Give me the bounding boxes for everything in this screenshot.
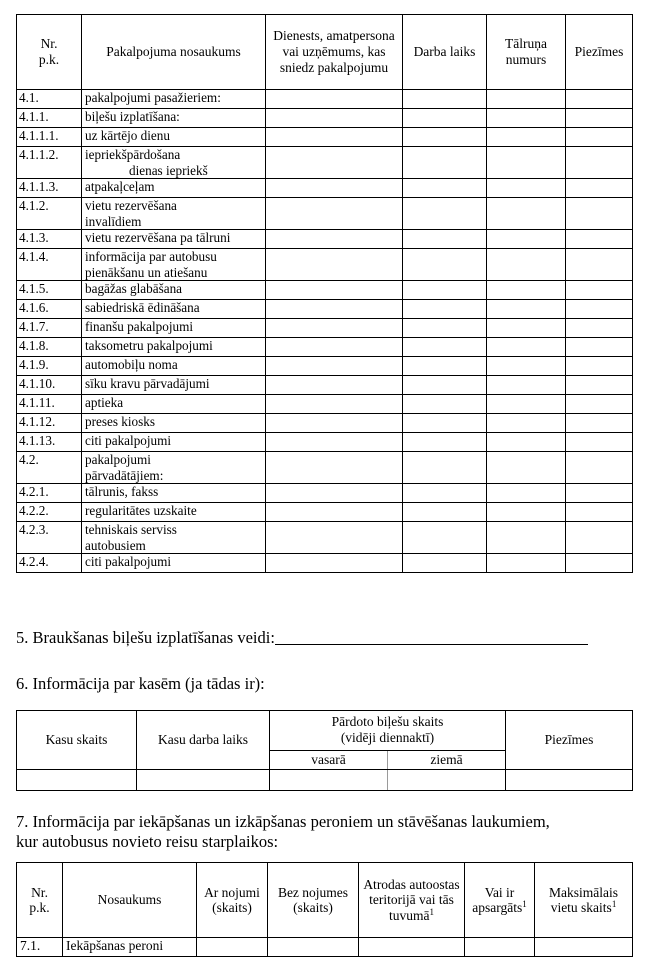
cell-notes[interactable] [566, 230, 633, 249]
cell-working-hours[interactable] [403, 300, 487, 319]
cell-notes[interactable] [566, 147, 633, 179]
service-name-line1: pakalpojumi [85, 452, 151, 467]
header-guarded [465, 863, 535, 938]
cell-notes[interactable] [566, 319, 633, 338]
cell-provider[interactable] [266, 300, 403, 319]
row-number: 4.1.1.1. [17, 128, 82, 147]
service-name-line1: automobiļu noma [85, 357, 178, 372]
cell-phone[interactable] [487, 109, 566, 128]
header-platform-nr: Nr. p.k. [17, 863, 63, 938]
section-5-line [16, 628, 588, 648]
service-name-line1: uz kārtējo dienu [85, 128, 170, 143]
cell-notes[interactable] [566, 281, 633, 300]
service-name [82, 554, 266, 573]
table-row [17, 414, 633, 433]
header-roofed: Ar nojumi (skaits) [197, 863, 268, 938]
cell-working-hours[interactable] [403, 128, 487, 147]
row-number: 4.1.10. [17, 376, 82, 395]
cell-phone[interactable] [487, 452, 566, 484]
cell-working-hours[interactable] [403, 109, 487, 128]
row-number: 4.2.4. [17, 554, 82, 573]
service-name [82, 230, 266, 249]
header-cashier-hours: Kasu darba laiks [137, 711, 270, 770]
row-number: 4.1.9. [17, 357, 82, 376]
cell-notes[interactable] [566, 357, 633, 376]
header-tickets-sold-line2: (vidēji diennaktī) [340, 730, 435, 746]
cell-provider[interactable] [266, 376, 403, 395]
header-unroofed: Bez nojumes (skaits) [268, 863, 359, 938]
row-number: 4.1.13. [17, 433, 82, 452]
cell-provider[interactable] [266, 90, 403, 109]
cell-provider[interactable] [266, 109, 403, 128]
table-row [17, 452, 633, 484]
row-number: 4.1.8. [17, 338, 82, 357]
cell-notes[interactable] [566, 503, 633, 522]
service-name-line1: citi pakalpojumi [85, 554, 172, 569]
cell-notes[interactable] [566, 128, 633, 147]
footnote-mark: 1 [429, 906, 434, 917]
cell-working-hours[interactable] [403, 484, 487, 503]
table-row [17, 484, 633, 503]
cashier-table-row [17, 770, 633, 791]
row-number: 4.1.12. [17, 414, 82, 433]
table-row [17, 554, 633, 573]
service-name [82, 357, 266, 376]
table-row [17, 522, 633, 554]
service-name-line1: iepriekšpārdošana [85, 147, 181, 162]
footnote-mark: 1 [611, 899, 617, 909]
row-number: 4.1.6. [17, 300, 82, 319]
cell-working-hours[interactable] [403, 281, 487, 300]
service-name [82, 319, 266, 338]
cell-phone[interactable] [487, 503, 566, 522]
cell-notes[interactable] [566, 300, 633, 319]
service-name [82, 128, 266, 147]
platforms-table [16, 862, 633, 957]
service-name-line2: pienākšanu un atiešanu [85, 264, 208, 280]
cell-provider[interactable] [266, 433, 403, 452]
header-notes: Piezīmes [566, 15, 633, 90]
header-summer: vasarā [270, 750, 388, 769]
table-row [17, 300, 633, 319]
row-number: 4.2.1. [17, 484, 82, 503]
header-working-hours: Darba laiks [403, 15, 487, 90]
service-name [82, 249, 266, 281]
cell-provider[interactable] [266, 452, 403, 484]
cell-working-hours[interactable] [403, 503, 487, 522]
service-name [82, 338, 266, 357]
cell-phone[interactable] [487, 230, 566, 249]
service-name-line1: vietu rezervēšana pa tālruni [85, 230, 231, 245]
cell-notes[interactable] [566, 109, 633, 128]
header-location [359, 863, 465, 938]
header-nr: Nr. p.k. [17, 15, 82, 90]
cell-phone[interactable] [487, 554, 566, 573]
cell-cashier-notes[interactable] [506, 770, 633, 791]
service-name-line1: citi pakalpojumi [85, 433, 172, 448]
table-row [17, 230, 633, 249]
table-row [17, 90, 633, 109]
cell-provider[interactable] [266, 357, 403, 376]
header-max-spaces-text: Maksimālais vietu skaits [549, 884, 618, 915]
service-name-line1: finanšu pakalpojumi [85, 319, 194, 334]
section-7-text-line1: 7. Informācija par iekāpšanas un izkāpšanas peroniem un stāvēšanas laukumiem, [16, 812, 550, 831]
cell-cashier-count[interactable] [17, 770, 137, 791]
cell-phone[interactable] [487, 179, 566, 198]
cell-notes[interactable] [566, 90, 633, 109]
cell-phone[interactable] [487, 338, 566, 357]
row-number: 4.1.4. [17, 249, 82, 281]
services-table [16, 14, 633, 573]
cell-provider[interactable] [266, 198, 403, 230]
cell-max-spaces[interactable] [535, 938, 633, 957]
cell-notes[interactable] [566, 452, 633, 484]
service-name-line1: vietu rezervēšana [85, 198, 177, 213]
row-number: 4.1.2. [17, 198, 82, 230]
cell-provider[interactable] [266, 179, 403, 198]
cell-notes[interactable] [566, 395, 633, 414]
cell-working-hours[interactable] [403, 376, 487, 395]
table-row [17, 338, 633, 357]
service-name [82, 395, 266, 414]
service-name [82, 376, 266, 395]
cell-phone[interactable] [487, 357, 566, 376]
cell-provider[interactable] [266, 338, 403, 357]
cell-phone[interactable] [487, 128, 566, 147]
cell-location[interactable] [359, 938, 465, 957]
service-name-line1: tehniskais serviss [85, 522, 177, 537]
header-guarded-text: Vai ir apsargāts [472, 884, 523, 915]
cell-phone[interactable] [487, 484, 566, 503]
header-tickets-sold-line1: Pārdoto biļešu skaits [331, 714, 444, 730]
service-name [82, 452, 266, 484]
service-name [82, 433, 266, 452]
cell-provider[interactable] [266, 319, 403, 338]
platform-name: Iekāpšanas peroni [63, 938, 197, 957]
cell-provider[interactable] [266, 395, 403, 414]
service-name-line1: atpakaļceļam [85, 179, 155, 194]
cell-phone[interactable] [487, 90, 566, 109]
cell-notes[interactable] [566, 198, 633, 230]
service-name-line1: tālrunis, fakss [85, 484, 159, 499]
service-name-line2: autobusiem [85, 537, 146, 553]
section-7-text-line2: kur autobusus novieto reisu starplaikos: [16, 832, 279, 851]
table-row [17, 179, 633, 198]
cell-working-hours[interactable] [403, 249, 487, 281]
cell-cashier-hours[interactable] [137, 770, 270, 791]
cell-notes[interactable] [566, 484, 633, 503]
row-number: 4.1.3. [17, 230, 82, 249]
header-winter: ziemā [388, 750, 506, 769]
service-name-line1: preses kiosks [85, 414, 155, 429]
section-6-text: 6. Informācija par kasēm (ja tādas ir): [16, 674, 265, 693]
cell-provider[interactable] [266, 522, 403, 554]
cell-phone[interactable] [487, 249, 566, 281]
table-row [17, 938, 633, 957]
header-cashier-notes: Piezīmes [506, 711, 633, 770]
table-row [17, 503, 633, 522]
service-name-line1: sīku kravu pārvadājumi [85, 376, 210, 391]
table-row [17, 249, 633, 281]
cell-working-hours[interactable] [403, 414, 487, 433]
cell-working-hours[interactable] [403, 90, 487, 109]
header-platform-name: Nosaukums [63, 863, 197, 938]
cell-provider[interactable] [266, 484, 403, 503]
table-row [17, 319, 633, 338]
service-name-line1: aptieka [85, 395, 124, 410]
cell-winter[interactable] [388, 770, 506, 791]
service-name-line1: biļešu izplatīšana: [85, 109, 180, 124]
cell-phone[interactable] [487, 395, 566, 414]
table-row [17, 147, 633, 179]
header-cashier-count: Kasu skaits [17, 711, 137, 770]
cell-phone[interactable] [487, 376, 566, 395]
footnote-mark: 1 [522, 899, 527, 909]
row-number: 4.2. [17, 452, 82, 484]
cell-working-hours[interactable] [403, 319, 487, 338]
cell-phone[interactable] [487, 300, 566, 319]
table-row [17, 433, 633, 452]
cell-provider[interactable] [266, 230, 403, 249]
cell-notes[interactable] [566, 522, 633, 554]
section-5-blank-field[interactable] [275, 628, 588, 645]
service-name [82, 147, 266, 179]
row-number: 4.2.2. [17, 503, 82, 522]
cell-provider[interactable] [266, 147, 403, 179]
cell-working-hours[interactable] [403, 230, 487, 249]
service-name [82, 300, 266, 319]
cell-notes[interactable] [566, 554, 633, 573]
service-name-line2: invalīdiem [85, 213, 142, 229]
service-name [82, 281, 266, 300]
cell-notes[interactable] [566, 249, 633, 281]
cell-phone[interactable] [487, 281, 566, 300]
service-name-line1: pakalpojumi pasažieriem: [85, 90, 221, 105]
cell-notes[interactable] [566, 433, 633, 452]
row-number: 7.1. [17, 938, 63, 957]
cell-phone[interactable] [487, 319, 566, 338]
cell-provider[interactable] [266, 128, 403, 147]
cell-working-hours[interactable] [403, 522, 487, 554]
cell-notes[interactable] [566, 338, 633, 357]
header-max-spaces [535, 863, 633, 938]
section-5-text: 5. Braukšanas biļešu izplatīšanas veidi: [16, 628, 275, 647]
cashier-table [16, 710, 633, 791]
row-number: 4.1.7. [17, 319, 82, 338]
table-row [17, 376, 633, 395]
cell-working-hours[interactable] [403, 338, 487, 357]
service-name [82, 522, 266, 554]
cell-working-hours[interactable] [403, 147, 487, 179]
cell-provider[interactable] [266, 554, 403, 573]
cell-working-hours[interactable] [403, 179, 487, 198]
cell-working-hours[interactable] [403, 395, 487, 414]
service-name [82, 90, 266, 109]
cell-working-hours[interactable] [403, 357, 487, 376]
table-row [17, 395, 633, 414]
cell-notes[interactable] [566, 414, 633, 433]
services-table-header [17, 15, 633, 90]
service-name-line1: sabiedriskā ēdināšana [85, 300, 200, 315]
service-name [82, 109, 266, 128]
cell-working-hours[interactable] [403, 452, 487, 484]
cell-working-hours[interactable] [403, 198, 487, 230]
row-number: 4.1.5. [17, 281, 82, 300]
cell-notes[interactable] [566, 376, 633, 395]
table-row [17, 198, 633, 230]
cell-phone[interactable] [487, 522, 566, 554]
cell-provider[interactable] [266, 249, 403, 281]
service-name-line1: regularitātes uzskaite [85, 503, 197, 518]
header-phone: Tālruņa numurs [487, 15, 566, 90]
header-tickets-sold [270, 711, 506, 751]
cell-provider[interactable] [266, 503, 403, 522]
service-name-line1: bagāžas glabāšana [85, 281, 183, 296]
cell-provider[interactable] [266, 414, 403, 433]
row-number: 4.2.3. [17, 522, 82, 554]
row-number: 4.1.1. [17, 109, 82, 128]
service-name-line2: pārvadātājiem: [85, 467, 164, 483]
cell-roofed[interactable] [197, 938, 268, 957]
service-name [82, 503, 266, 522]
service-name-line2: dienas iepriekš [129, 162, 208, 178]
cell-working-hours[interactable] [403, 433, 487, 452]
table-row [17, 128, 633, 147]
cell-unroofed[interactable] [268, 938, 359, 957]
table-row [17, 357, 633, 376]
table-row [17, 281, 633, 300]
cell-phone[interactable] [487, 198, 566, 230]
service-name-line1: taksometru pakalpojumi [85, 338, 213, 353]
cell-phone[interactable] [487, 433, 566, 452]
header-provider: Dienests, amatpersona vai uzņēmums, kas sniedz pakalpojumu [266, 15, 403, 90]
service-name-line1: informācija par autobusu [85, 249, 217, 264]
row-number: 4.1. [17, 90, 82, 109]
service-name [82, 484, 266, 503]
table-row [17, 109, 633, 128]
cell-phone[interactable] [487, 414, 566, 433]
cell-working-hours[interactable] [403, 554, 487, 573]
cell-notes[interactable] [566, 179, 633, 198]
header-location-text: Atrodas autoostas teritorijā vai tās tuvumā [363, 876, 460, 923]
header-service-name: Pakalpojuma nosaukums [82, 15, 266, 90]
service-name [82, 198, 266, 230]
service-name [82, 414, 266, 433]
row-number: 4.1.11. [17, 395, 82, 414]
cell-phone[interactable] [487, 147, 566, 179]
cell-provider[interactable] [266, 281, 403, 300]
row-number: 4.1.1.2. [17, 147, 82, 179]
cell-guarded[interactable] [465, 938, 535, 957]
row-number: 4.1.1.3. [17, 179, 82, 198]
service-name [82, 179, 266, 198]
cell-summer[interactable] [270, 770, 388, 791]
